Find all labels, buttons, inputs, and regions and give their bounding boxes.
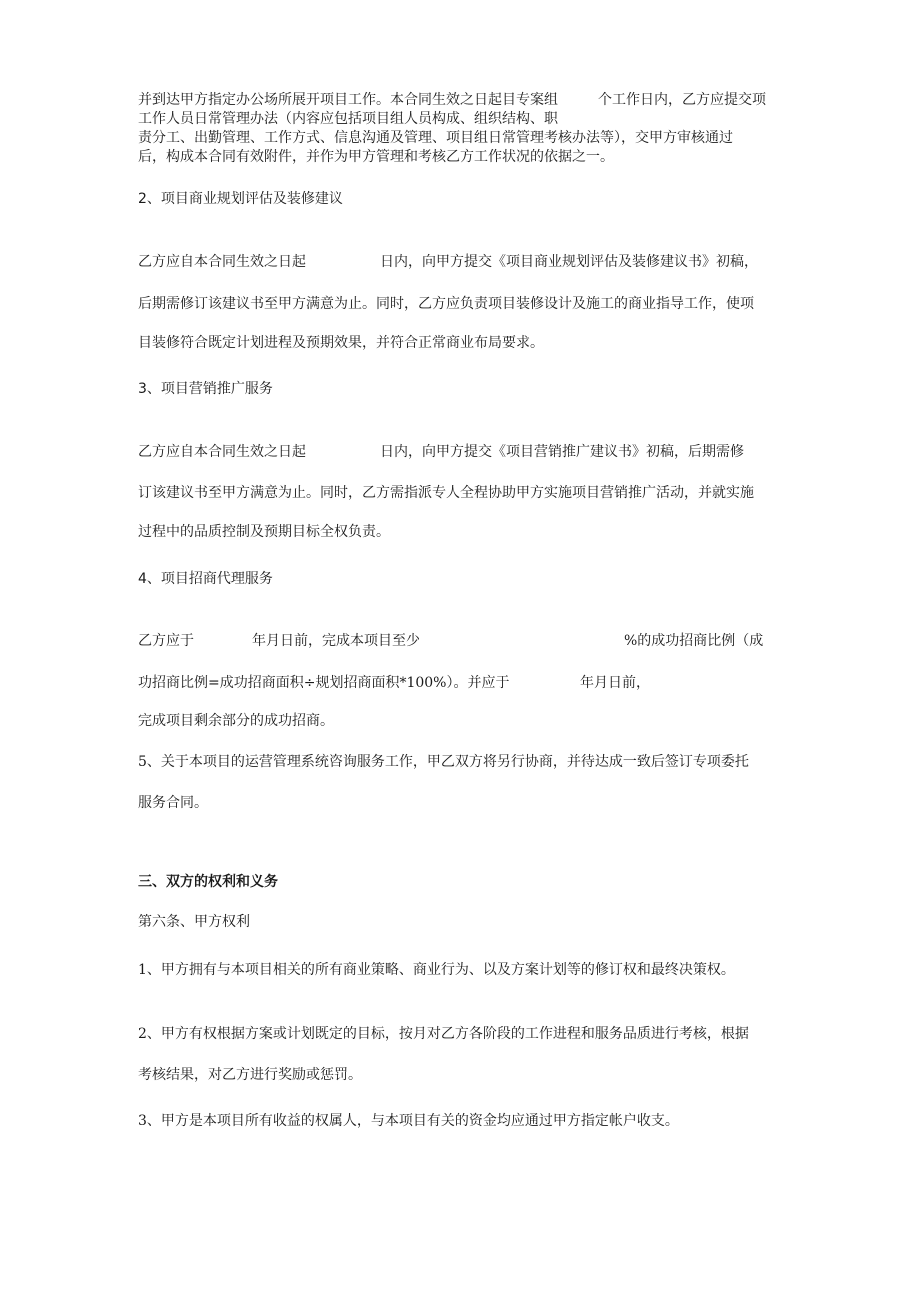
intro-line-1-part-b: 个工作日内，乙方应提交项	[598, 92, 766, 108]
section-5-line-2: 服务合同。	[138, 795, 208, 811]
section-4-line-3: 完成项目剩余部分的成功招商。	[138, 713, 334, 729]
section-3-line-2: 订该建议书至甲方满意为止。同时，乙方需指派专人全程协助甲方实施项目营销推广活动，并就实施	[138, 485, 754, 501]
section-2-line-3: 目装修符合既定计划进程及预期效果，并符合正常商业布局要求。	[138, 335, 544, 351]
article-6-title: 第六条、甲方权利	[138, 914, 250, 930]
section-4-line-1-part-b: 年月日前，完成本项目至少	[252, 633, 420, 649]
section-4-heading: 4、项目招商代理服务	[138, 571, 273, 587]
section-3-line-1-part-b: 日内，向甲方提交《项目营销推广建议书》初稿，后期需修	[380, 444, 744, 460]
section-2-line-2: 后期需修订该建议书至甲方满意为止。同时，乙方应负责项目装修设计及施工的商业指导工作，使项	[138, 296, 754, 312]
section-5-line-1: 5、关于本项目的运营管理系统咨询服务工作，甲乙双方将另行协商，并待达成一致后签订专项委托	[138, 754, 749, 770]
section-2-heading: 2、项目商业规划评估及装修建议	[138, 191, 343, 207]
right-1: 1、甲方拥有与本项目相关的所有商业策略、商业行为、以及方案计划等的修订权和最终决策权。	[138, 962, 735, 978]
section-3-line-3: 过程中的品质控制及预期目标全权负责。	[138, 524, 390, 540]
section-4-line-2	[138, 674, 798, 746]
section-4-line-2-part-b: 年月日前，	[580, 675, 650, 691]
section-2-line-1-part-b: 日内，向甲方提交《项目商业规划评估及装修建议书》初稿，	[380, 254, 758, 270]
part-3-heading: 三、双方的权利和义务	[138, 874, 278, 890]
intro-line-2: 工作人员日常管理办法（内容应包括项目组人员构成、组织结构、职	[138, 111, 558, 127]
section-4-line-1-part-c: %的成功招商比例（成	[624, 633, 764, 649]
section-3-line-1	[138, 443, 798, 515]
section-3-line-1-part-a: 乙方应自本合同生效之日起	[138, 444, 306, 460]
section-4-line-2-part-a: 功招商比例=成功招商面积÷规划招商面积*100%）。并应于	[138, 675, 510, 691]
intro-line-1-part-a: 并到达甲方指定办公场所展开项目工作。本合同生效之日起目专案组	[138, 92, 558, 108]
intro-line-4: 后，构成本合同有效附件，并作为甲方管理和考核乙方工作状况的依据之一。	[138, 149, 614, 165]
intro-line-3: 责分工、出勤管理、工作方式、信息沟通及管理、项目组日常管理考核办法等），交甲方审核通过	[138, 130, 733, 146]
section-3-heading: 3、项目营销推广服务	[138, 381, 273, 397]
section-2-line-1-part-a: 乙方应自本合同生效之日起	[138, 254, 306, 270]
right-2-line-1: 2、甲方有权根据方案或计划既定的目标，按月对乙方各阶段的工作进程和服务品质进行考核，根据	[138, 1026, 749, 1042]
section-2-line-1	[138, 253, 798, 325]
section-4-line-1-part-a: 乙方应于	[138, 633, 194, 649]
right-2-line-2: 考核结果，对乙方进行奖励或惩罚。	[138, 1067, 362, 1083]
right-3: 3、甲方是本项目所有收益的权属人，与本项目有关的资金均应通过甲方指定帐户收支。	[138, 1113, 679, 1129]
